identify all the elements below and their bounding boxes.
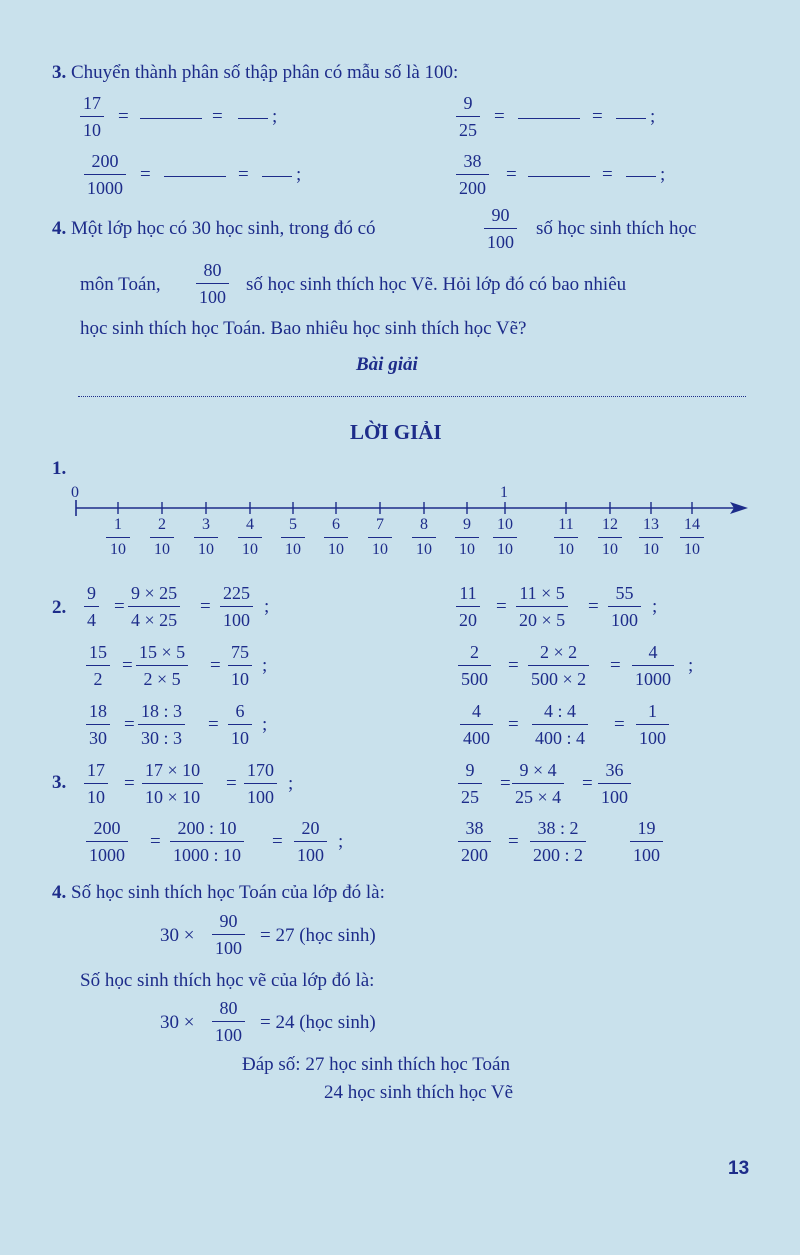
sol3-r1r-frac-1: 9 25 <box>458 760 482 807</box>
calc-1-fraction: 90 100 <box>212 911 245 958</box>
number-line-label: 12 10 <box>598 516 622 559</box>
semicolon: ; <box>688 655 694 676</box>
calc-2-fraction: 80 100 <box>212 998 245 1045</box>
semicolon: ; <box>660 164 666 185</box>
equals: = <box>508 714 519 735</box>
calc-1-result: = 27 (học sinh) <box>260 925 376 946</box>
number-line-label: 13 10 <box>639 516 663 559</box>
calc-2-result: = 24 (học sinh) <box>260 1012 376 1033</box>
sol3-r2l-frac-3: 20 100 <box>294 818 327 865</box>
sol2-r2r-frac-3: 4 1000 <box>632 642 674 689</box>
number-line-label: 14 10 <box>680 516 704 559</box>
sol3-r1r-frac-2: 9 × 4 25 × 4 <box>512 760 564 807</box>
number-line-label: 2 10 <box>150 516 174 559</box>
equals: = <box>588 596 599 617</box>
equals: = <box>592 106 603 127</box>
sol2-r3r-frac-2: 4 : 4 400 : 4 <box>532 701 588 748</box>
equals: = <box>124 773 135 794</box>
equals: = <box>494 106 505 127</box>
sol3-r2r-frac-2: 38 : 2 200 : 2 <box>530 818 586 865</box>
equals: = <box>212 106 223 127</box>
sol2-r1r-frac-1: 11 20 <box>456 583 480 630</box>
sol2-r1r-frac-2: 11 × 5 20 × 5 <box>516 583 568 630</box>
calc-1-prefix: 30 × <box>160 925 195 946</box>
number-line-label: 9 10 <box>455 516 479 559</box>
equals: = <box>140 164 151 185</box>
semicolon: ; <box>264 596 270 617</box>
number-line-label: 1 10 <box>106 516 130 559</box>
equals: = <box>208 714 219 735</box>
equals: = <box>150 831 161 852</box>
equals: = <box>508 831 519 852</box>
calc-2-prefix: 30 × <box>160 1012 195 1033</box>
sol2-r2r-frac-1: 2 500 <box>458 642 491 689</box>
page-number: 13 <box>728 1158 750 1179</box>
number-line-one: 1 <box>500 484 508 501</box>
sol2-r2l-frac-2: 15 × 5 2 × 5 <box>136 642 188 689</box>
equals: = <box>582 773 593 794</box>
equals: = <box>122 655 133 676</box>
equals: = <box>614 714 625 735</box>
sol2-r2r-frac-2: 2 × 2 500 × 2 <box>528 642 589 689</box>
sol3-r2l-frac-1: 200 1000 <box>86 818 128 865</box>
exercise-4-text: Một lớp học có 30 học sinh, trong đó có <box>71 218 376 239</box>
ex3-fraction-1: 17 10 <box>80 93 104 140</box>
sol3-r1l-frac-3: 170 100 <box>244 760 277 807</box>
number-line-label: 7 10 <box>368 516 392 559</box>
number-line-label: 8 10 <box>412 516 436 559</box>
number-line-label: 6 10 <box>324 516 348 559</box>
exercise-4-text: học sinh thích học Toán. Bao nhiêu học sinh thích học Vẽ? <box>80 318 527 339</box>
ex3-fraction-2: 9 25 <box>456 93 480 140</box>
final-answer-2: 24 học sinh thích học Vẽ <box>324 1082 514 1103</box>
sol2-r3l-frac-1: 18 30 <box>86 701 110 748</box>
equals: = <box>114 596 125 617</box>
solution-4-label: 4. <box>52 882 67 903</box>
sol3-r2l-frac-2: 200 : 10 1000 : 10 <box>170 818 244 865</box>
equals: = <box>508 655 519 676</box>
ex3-fraction-4: 38 200 <box>456 151 489 198</box>
equals: = <box>602 164 613 185</box>
equals: = <box>500 773 511 794</box>
number-line-zero: 0 <box>71 484 79 501</box>
ex3-fraction-3: 200 1000 <box>84 151 126 198</box>
solution-heading: Bài giải <box>356 354 418 375</box>
exercise-4-text: số học sinh thích học <box>536 218 697 239</box>
solution-3-label: 3. <box>52 772 67 793</box>
exercise-4-text: môn Toán, <box>80 274 161 295</box>
sol2-r1l-frac-3: 225 100 <box>220 583 253 630</box>
sol2-r3r-frac-1: 4 400 <box>460 701 493 748</box>
semicolon: ; <box>296 164 302 185</box>
sol3-r1r-frac-3: 36 100 <box>598 760 631 807</box>
equals: = <box>226 773 237 794</box>
exercise-3-label: 3. <box>52 62 67 83</box>
sol2-r3r-frac-3: 1 100 <box>636 701 669 748</box>
semicolon: ; <box>262 714 268 735</box>
equals: = <box>272 831 283 852</box>
exercise-3-text: Chuyển thành phân số thập phân có mẫu số là 100: <box>71 62 459 83</box>
sol2-r1l-frac-2: 9 × 25 4 × 25 <box>128 583 180 630</box>
equals: = <box>238 164 249 185</box>
sol3-r2r-frac-3: 19 100 <box>630 818 663 865</box>
ex4-fraction-80-100: 80 100 <box>196 260 229 307</box>
sol2-r3l-frac-2: 18 : 3 30 : 3 <box>138 701 185 748</box>
number-line-label: 4 10 <box>238 516 262 559</box>
semicolon: ; <box>652 596 658 617</box>
solution-1-label: 1. <box>52 458 67 479</box>
semicolon: ; <box>650 106 656 127</box>
sol3-r1l-frac-2: 17 × 10 10 × 10 <box>142 760 203 807</box>
sol3-r1l-frac-1: 17 10 <box>84 760 108 807</box>
sol3-r2r-frac-1: 38 200 <box>458 818 491 865</box>
equals: = <box>210 655 221 676</box>
exercise-4-label: 4. <box>52 218 67 239</box>
exercise-4-text: số học sinh thích học Vẽ. Hỏi lớp đó có bao nhiêu <box>246 274 627 295</box>
equals: = <box>610 655 621 676</box>
answers-title: LỜI GIẢI <box>350 420 442 444</box>
sol2-r1r-frac-3: 55 100 <box>608 583 641 630</box>
ex4-fraction-90-100: 90 100 <box>484 205 517 252</box>
solution-4-line-1: 4. Số học sinh thích học Toán của lớp đó là: <box>52 882 385 903</box>
semicolon: ; <box>288 773 294 794</box>
number-line-label: 11 10 <box>554 516 578 559</box>
final-answer-1: Đáp số: 27 học sinh thích học Toán <box>242 1054 510 1075</box>
sol2-r1l-frac-1: 9 4 <box>84 583 99 630</box>
solution-2-label: 2. <box>52 597 67 618</box>
sol2-r2l-frac-1: 15 2 <box>86 642 110 689</box>
solution-4-line-2: Số học sinh thích học vẽ của lớp đó là: <box>80 970 375 991</box>
equals: = <box>118 106 129 127</box>
sol2-r3l-frac-3: 6 10 <box>228 701 252 748</box>
number-line-label: 3 10 <box>194 516 218 559</box>
semicolon: ; <box>272 106 278 127</box>
equals: = <box>200 596 211 617</box>
number-line-label: 10 10 <box>493 516 517 559</box>
semicolon: ; <box>338 831 344 852</box>
semicolon: ; <box>262 655 268 676</box>
equals: = <box>506 164 517 185</box>
equals: = <box>496 596 507 617</box>
sol2-r2l-frac-3: 75 10 <box>228 642 252 689</box>
equals: = <box>124 714 135 735</box>
number-line-label: 5 10 <box>281 516 305 559</box>
